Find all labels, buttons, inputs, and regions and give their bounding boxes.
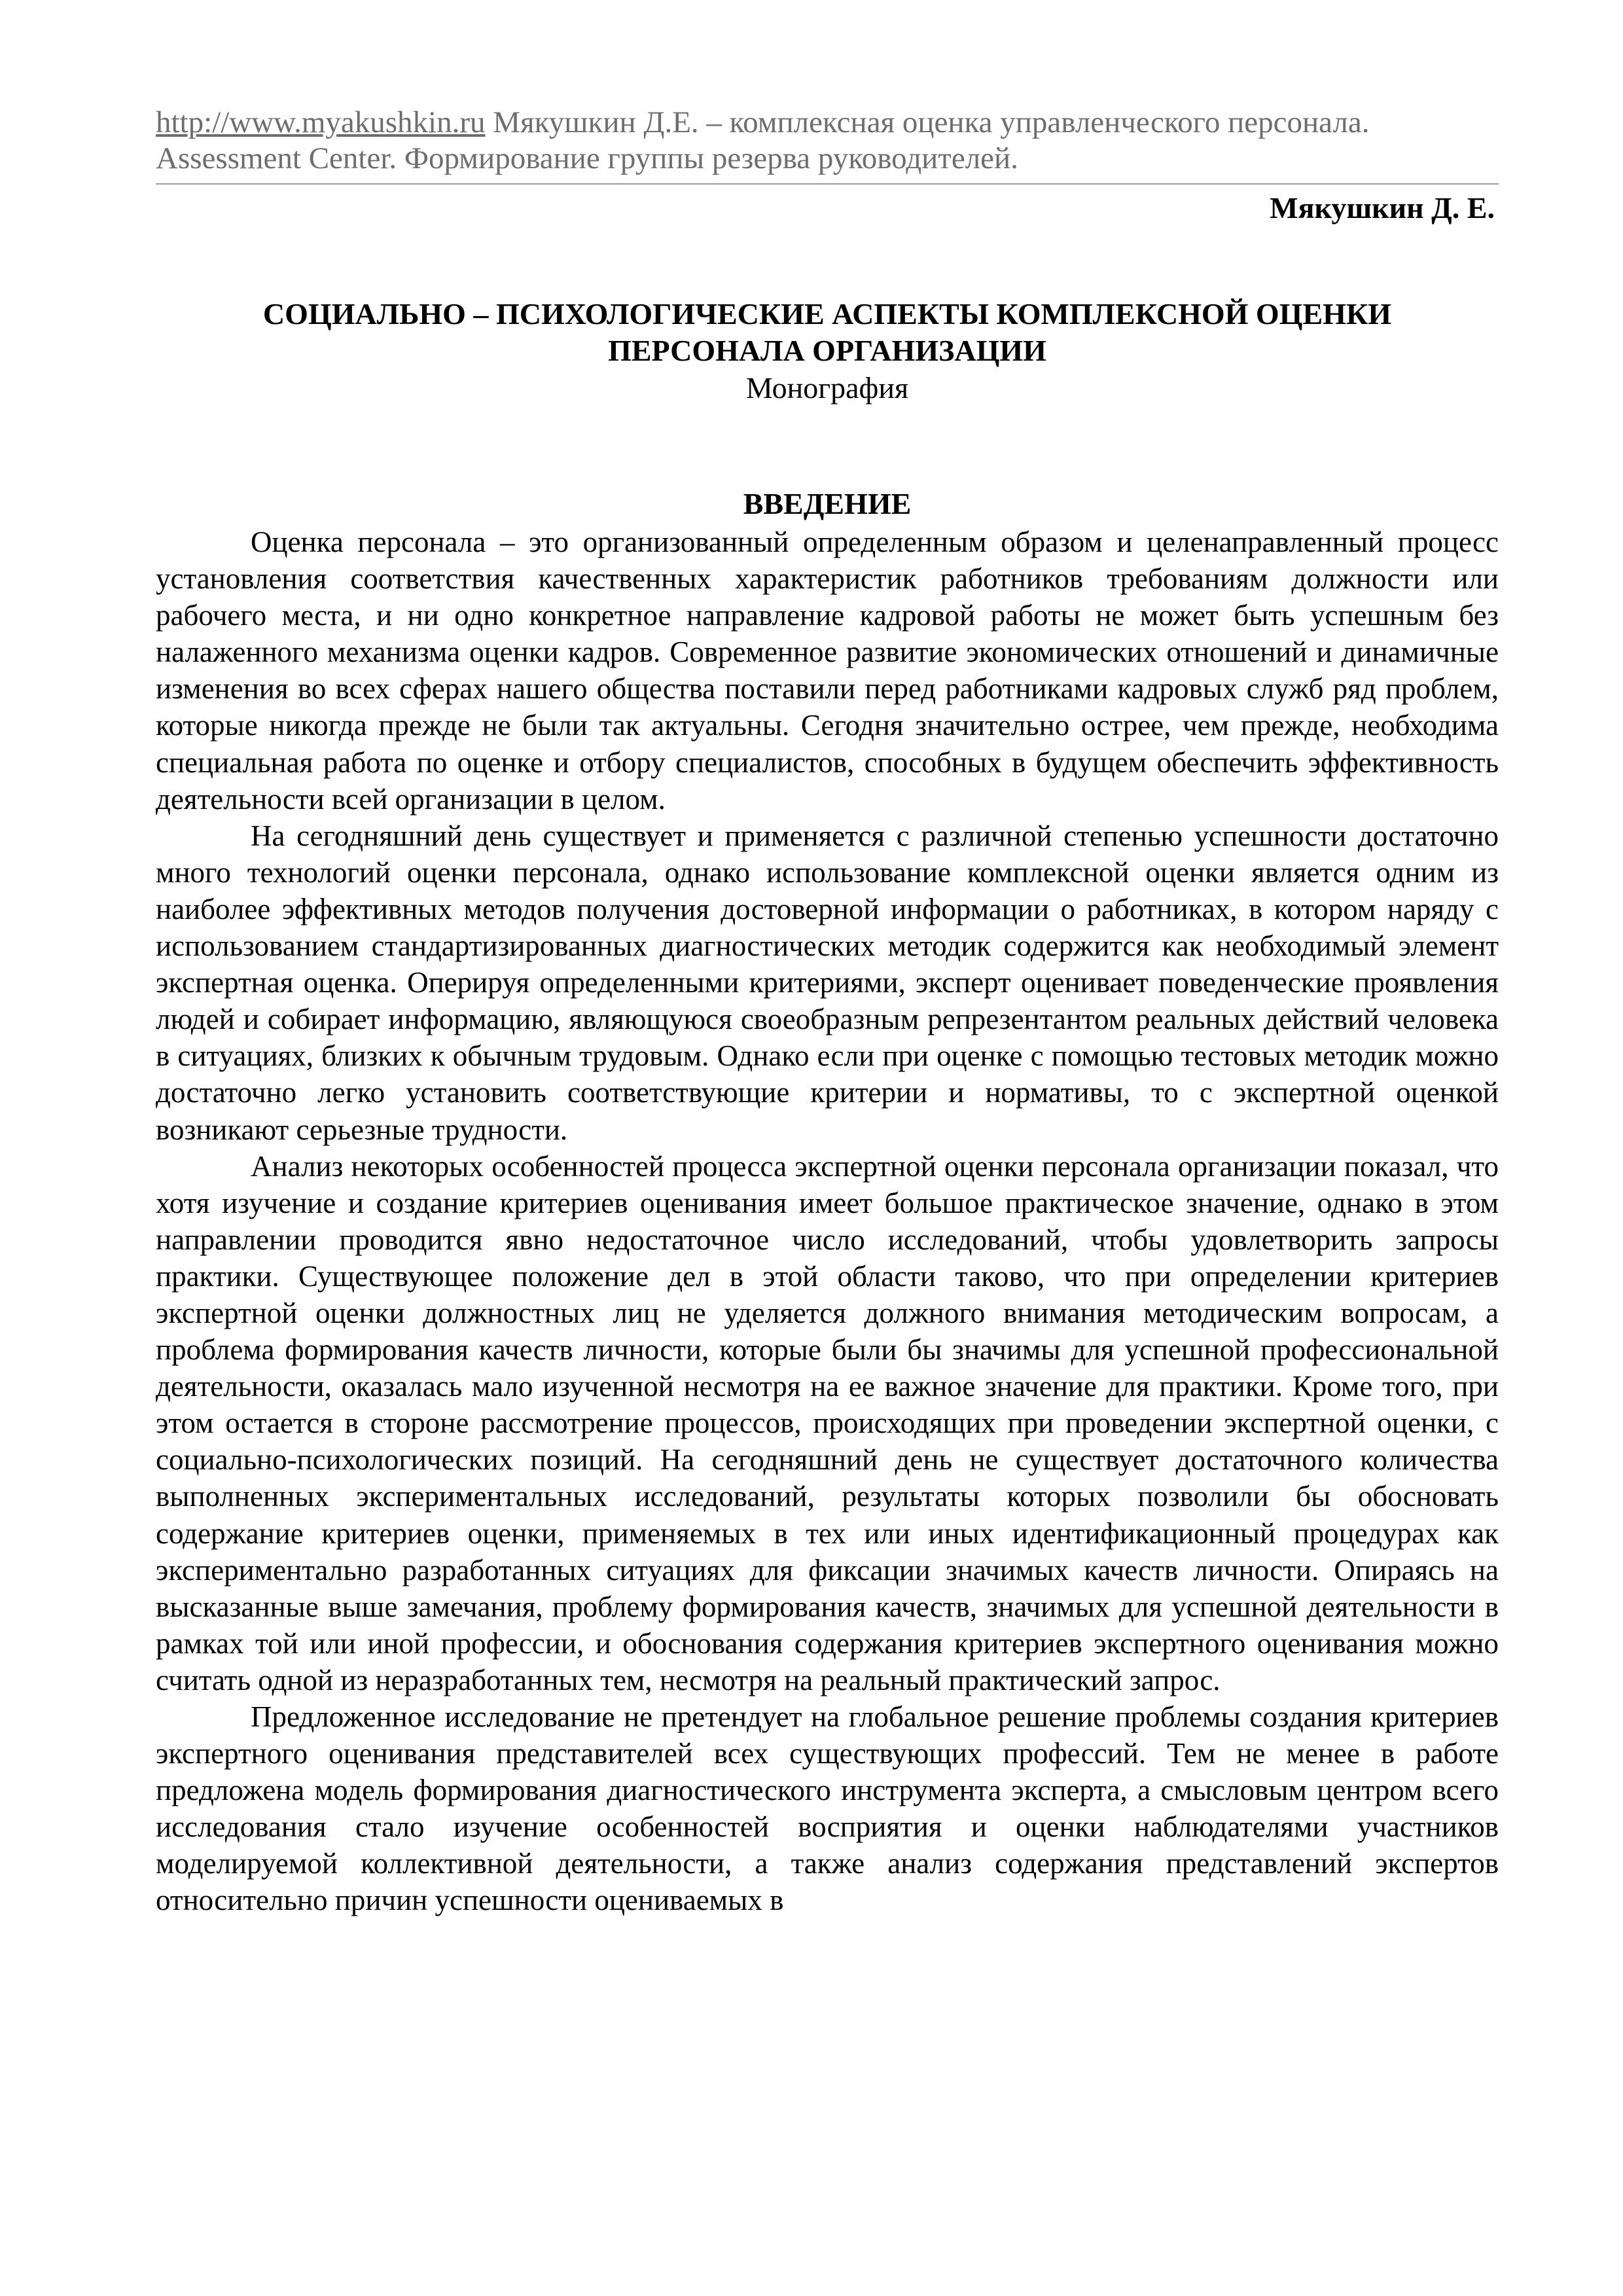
title-line-1: СОЦИАЛЬНО – ПСИХОЛОГИЧЕСКИЕ АСПЕКТЫ КОМПЛЕКСНОЙ ОЦЕНКИ [262, 297, 1392, 331]
site-link[interactable]: http://www.myakushkin.ru [156, 105, 486, 139]
document-subtitle: Монография [745, 371, 909, 404]
header-line-2: Assessment Center. Формирование группы резерва руководителей. [156, 141, 1018, 175]
paragraph: На сегодняшний день существует и применяется с различной степенью успешности достаточно много технологий оценки персонала, однако использование комплексной оценки является одним из наиболее эффективных методов получения достоверной информации о работниках, в котором наряду с использованием стандартизированных диагностических методик содержится как необходимый элемент экспертная оценка. Оперируя определенными критериями, эксперт оценивает поведенческие проявления людей и собирает информацию, являющуюся своеобразным репрезентантом реальных действий человека в ситуациях, близких к обычным трудовым. Однако если при оценке с помощью тестовых методик можно достаточно легко установить соответствующие критерии и нормативы, то с экспертной оценкой возникают серьезные трудности. [156, 819, 1499, 1146]
paragraph: Оценка персонала – это организованный определенным образом и целенаправленный процесс установления соответствия качественных характеристик работников требованиям должности или рабочего места, и ни одно конкретное направление кадровой работы не может быть успешным без налаженного механизма оценки кадров. Современное развитие экономических отношений и динамичные изменения во всех сферах нашего общества поставили перед работниками кадровых служб ряд проблем, которые никогда прежде не были так актуальны. Сегодня значительно острее, чем прежде, необходима специальная работа по оценке и отбору специалистов, способных в будущем обеспечить эффективность деятельности всей организации в целом. [156, 526, 1499, 816]
header-divider [156, 183, 1499, 185]
document-title [156, 296, 1499, 369]
author-name: Мякушкин Д. Е. [1270, 191, 1495, 224]
body-text [156, 524, 1499, 1919]
paragraph: Анализ некоторых особенностей процесса экспертной оценки персонала организации показал, что хотя изучение и создание критериев оценивания имеет большое практическое значение, однако в этом направлении проводится явно недостаточное число исследований, чтобы удовлетворить запросы практики. Существующее положение дел в этой области таково, что при определении критериев экспертной оценки должностных лиц не уделяется должного внимания методическим вопросам, а проблема формирования качеств личности, которые были бы значимы для успешной профессиональной деятельности, оказалась мало изученной несмотря на ее важное значение для практики. Кроме того, при этом остается в стороне рассмотрение процессов, происходящих при проведении экспертной оценки, с социально-психологических позиций. На сегодняшний день не существует достаточного количества выполненных экспериментальных исследований, результаты которых позволили бы обосновать содержание критериев оценки, применяемых в тех или иных идентификационный процедурах как экспериментально разработанных ситуациях для фиксации значимых качеств личности. Опираясь на высказанные выше замечания, проблему формирования качеств, значимых для успешной деятельности в рамках той или иной профессии, и обоснования содержания критериев экспертного оценивания можно считать одной из неразработанных тем, несмотря на реальный практический запрос. [156, 1149, 1499, 1696]
page-header [156, 105, 1497, 177]
title-line-2: ПЕРСОНАЛА ОРГАНИЗАЦИИ [608, 334, 1046, 367]
header-line-1 [156, 105, 1497, 141]
paragraph: Предложенное исследование не претендует на глобальное решение проблемы создания критериев экспертного оценивания представителей всех существующих профессий. Тем не менее в работе предложена модель формирования диагностического инструмента эксперта, а смысловым центром всего исследования стало изучение особенностей восприятия и оценки наблюдателями участников моделируемой коллективной деятельности, а также анализ содержания представлений экспертов относительно причин успешности оцениваемых в [156, 1700, 1499, 1917]
section-heading: ВВЕДЕНИЕ [743, 487, 912, 520]
header-line-1-text: Мякушкин Д.Е. – комплексная оценка управленческого персонала. [485, 105, 1370, 139]
